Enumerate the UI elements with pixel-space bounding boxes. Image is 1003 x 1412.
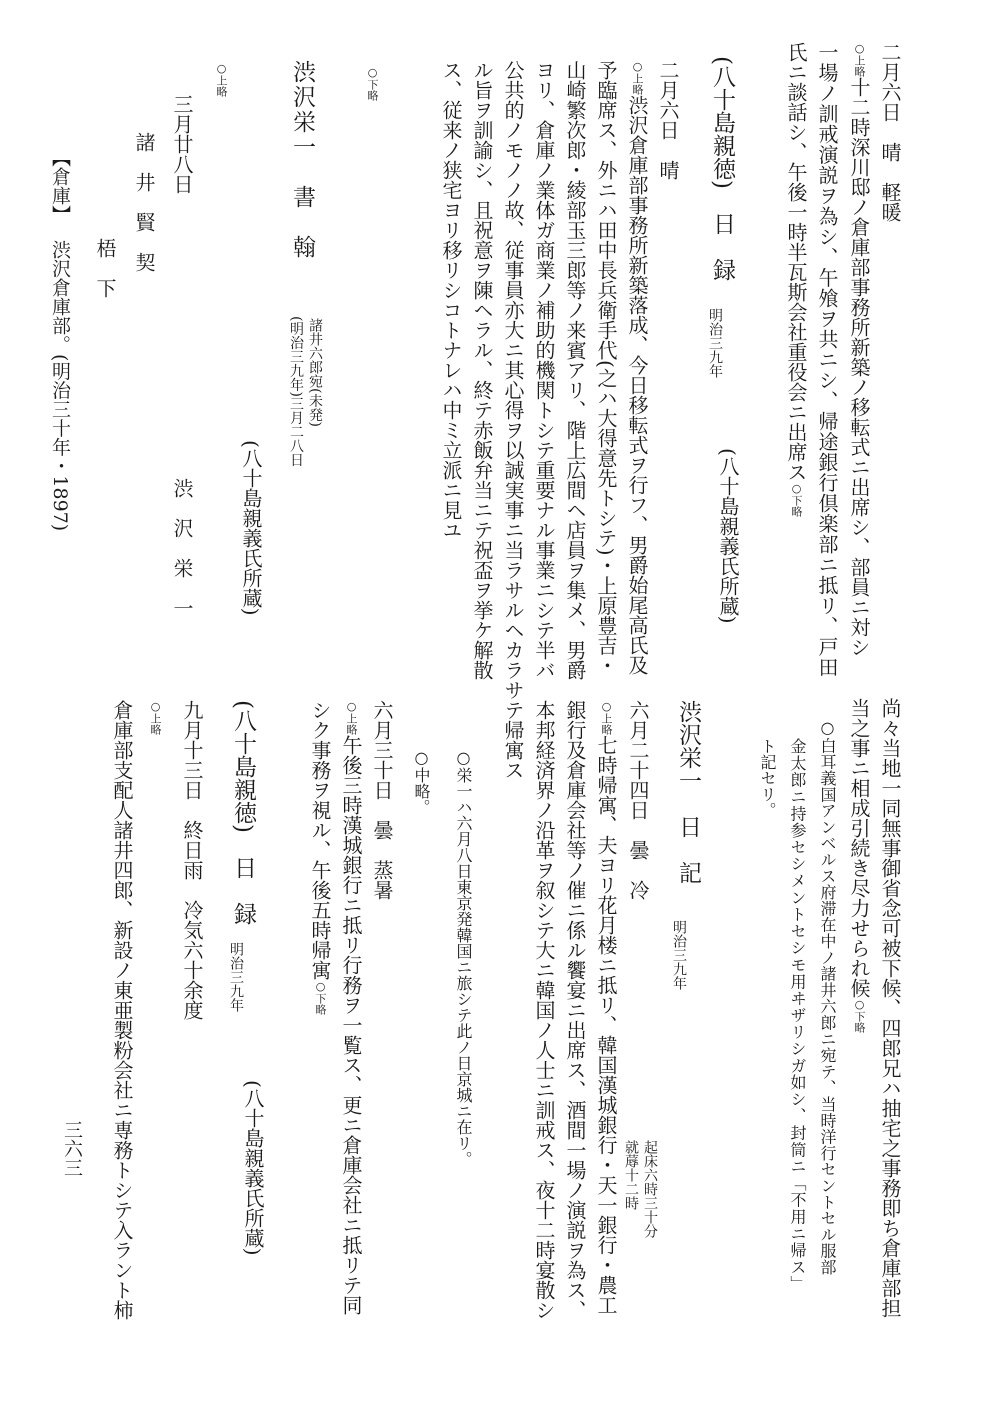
text-column (849, 42, 869, 657)
entry-date: 二月六日 晴 (656, 60, 680, 180)
text-column (310, 700, 330, 1015)
source-note: (八十島親義氏所蔵) (716, 448, 740, 624)
text-column: 一場ノ訓戒演説ヲ為シ、午飧ヲ共ニシ、帰途銀行倶楽部ニ抵リ、戸田 (815, 42, 839, 678)
source-note: (八十島親義氏所蔵) (241, 1080, 265, 1256)
letter-honorific: 梧 下 (93, 238, 117, 298)
editor-note: ト記セリ。 (758, 738, 777, 818)
text-column (341, 700, 361, 1315)
text-column: ヨリ、倉庫ノ業体ガ商業ノ補助的機関トシテ重要ナル事業ニシテ半バ (532, 60, 556, 680)
text-column: 山崎繁次郎・綾部玉三郎等ノ来賓アリ、階上広間ヘ店員ヲ集メ、男爵 (563, 60, 587, 680)
karyaku-mark: ○下略 (790, 482, 803, 517)
joryaku-mark: ○上略 (600, 700, 613, 735)
omission-mark: ○中略。 (412, 748, 431, 815)
section-date: 明治三九年 (228, 942, 244, 1012)
text-line: 渋沢倉庫部事務所新築落成、今日移転式ヲ行フ、男爵始尾高氏及 (625, 95, 649, 675)
text-column: テ帰寓ス (501, 700, 525, 780)
text-column (849, 698, 869, 1033)
wake-time: 起床六時三十分 (642, 1140, 658, 1238)
section-bracket: 【倉庫】 (49, 148, 71, 224)
text-column (786, 42, 806, 517)
text-column: 倉庫部支配人諸井四郎、新設ノ東亜製粉会社ニ専務トシテ入ラント柿 (110, 700, 134, 1320)
text-column: 尚々当地一同無事御省念可被下候、四郎兄ハ抽宅之事務即ち倉庫部担 (878, 698, 902, 1318)
entry-date: 六月二十四日 曇 冷 (626, 700, 650, 900)
section-title: 渋沢栄一 日 記 (675, 700, 701, 884)
entry-date: 二月六日 晴 軽暖 (878, 42, 902, 222)
letter-addressee: 諸井六郎宛(未発) (307, 318, 323, 427)
editor-note: ○白耳義国アンベルス府滞在中ノ諸井六郎ニ宛テ、当時洋行セントセル服部 (818, 718, 837, 1276)
text-line: シク事務ヲ視ル、午後五時帰寓 (308, 700, 332, 980)
text-column: 予臨席ス、外ニハ田中長兵衛手代(之ハ大得意先トシテ)・上原豊吉・ (594, 60, 618, 676)
text-column: ル旨ヲ訓諭シ、且祝意ヲ陳ヘラル、終テ赤飯弁当ニテ祝盃ヲ挙ケ解散 (470, 60, 494, 680)
sleep-time: 就蓐十二時 (623, 1140, 639, 1210)
joryaku-mark: ○上略 (853, 42, 866, 77)
text-line: 七時帰寓、夫ヨリ花月楼ニ抵リ、韓国漢城銀行・天一銀行・農工 (594, 735, 618, 1315)
section-title: (八十島親徳) 日 録 (709, 56, 735, 281)
text-line: 午後三時漢城銀行ニ抵リ行務ヲ一覧ス、更ニ倉庫会社ニ抵リテ同 (339, 735, 363, 1315)
text-column (596, 700, 616, 1315)
letter-date-line: 三月廿八日 (170, 94, 194, 194)
letter-title: 渋沢栄一 書 翰 (289, 60, 315, 260)
entry-date: 九月十三日 終日雨 冷気六十余度 (180, 700, 204, 1020)
joryaku-mark: ○上略 (215, 62, 228, 97)
section-date: 明治三九年 (671, 920, 687, 990)
section-date: 明治三九年 (707, 308, 723, 378)
karyaku-mark: ○下略 (314, 980, 327, 1015)
karyaku-mark: ○下略 (853, 998, 866, 1033)
source-note: (八十島親義氏所蔵) (239, 440, 263, 616)
letter-recipient: 諸 井 賢 契 (132, 132, 156, 272)
letter-date: (明治三九年)三月二八日 (288, 316, 304, 467)
entry-date: 六月三十日 曇 蒸暑 (370, 700, 394, 900)
page-number: 三六三 (61, 1120, 83, 1177)
text-line: 十二時深川邸ノ倉庫部事務所新築ノ移転式ニ出席シ、部員ニ対シ (847, 77, 871, 657)
running-header (50, 148, 69, 531)
joryaku-mark: ○上略 (149, 700, 162, 735)
joryaku-mark: ○上略 (345, 700, 358, 735)
chapter-title: 渋沢倉庫部。(明治三十年・1897) (49, 240, 71, 532)
text-column: ス、従来ノ狭宅ヨリ移リシコトナレハ中ミ立派ニ見ユ (439, 60, 463, 540)
text-column (627, 60, 647, 675)
text-column: 銀行及倉庫会社等ノ催ニ係ル饗宴ニ出席ス、酒間一場ノ演説ヲ為ス、 (563, 700, 587, 1320)
text-column: 本邦経済界ノ沿革ヲ叙シテ大ニ韓国ノ人士ニ訓戒ス、夜十二時宴散シ (532, 700, 556, 1320)
editor-note: ○栄一ハ六月八日東京発韓国ニ旅シテ此ノ日京城ニ在リ。 (454, 748, 473, 1167)
editor-note: 金太郎ニ持参セシメントセシモ用ヰザリシガ如シ、封筒ニ「不用ニ帰ス」 (788, 738, 807, 1293)
text-column: 公共的ノモノノ故、従事員亦大ニ其心得ヲ以誠実事ニ当ラサルヘカラサ (501, 60, 525, 700)
text-line: 当之事ニ相成引続き尽力せられ候 (847, 698, 871, 998)
karyaku-mark: ○下略 (366, 66, 379, 101)
letter-signature: 渋 沢 栄 一 (170, 478, 194, 618)
text-line: 氏ニ談話シ、午後一時半瓦斯会社重役会ニ出席ス (784, 42, 808, 482)
joryaku-mark: ○上略 (631, 60, 644, 95)
section-title: (八十島親徳) 日 録 (230, 700, 256, 925)
